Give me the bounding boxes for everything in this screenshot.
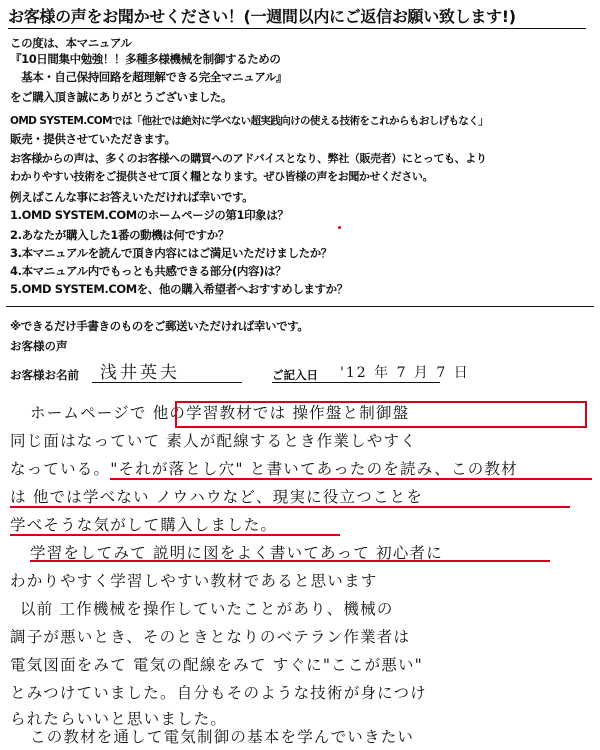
- handwritten-line: 電気図面をみて 電気の配線をみて すぐに"ここが悪い": [10, 656, 424, 674]
- date-label: ご記入日: [272, 368, 318, 382]
- title-underline: [8, 28, 586, 29]
- intro-line: OMD SYSTEM.COMでは「他社では絶対に学べない超実践向けの使える技術をこれからもおしげもなく」: [10, 115, 489, 127]
- stray-red-mark: [338, 226, 341, 229]
- handwritten-line: は 他では学べない ノウハウなど、現実に役立つことを: [10, 488, 424, 506]
- question-item: 5.OMD SYSTEM.COMを、他の購入希望者へおすすめしますか？: [10, 282, 348, 296]
- intro-line: わかりやすい技術をご提供させて頂く糧となります。ぜひ皆様の声をお聞かせください。: [10, 170, 434, 183]
- customer-name: 浅井英夫: [100, 363, 180, 383]
- intro-line: 販売・提供させていただきます。: [10, 132, 176, 146]
- highlight-box: [175, 401, 587, 428]
- handwritten-line: られたらいいと思いました。: [10, 710, 228, 728]
- handwritten-line: 調子が悪いとき、そのときとなりのベテラン作業者は: [10, 628, 411, 646]
- question-item: 1.OMD SYSTEM.COMのホームページの第1印象は？: [10, 208, 289, 222]
- intro-line: お客様からの声は、多くのお客様への購買へのアドバイスとなり、弊社（販売者）にとっても、より: [10, 152, 487, 165]
- handwritten-line: 以前 工作機械を操作していたことがあり、機械の: [20, 600, 394, 618]
- entry-date: '12 年 7 月 7 日: [340, 365, 470, 381]
- handwritten-line: 同じ面はなっていて 素人が配線するとき作業しやすく: [10, 432, 417, 450]
- intro-line: この度は、本マニュアル: [10, 36, 132, 50]
- question-item: 3.本マニュアルを読んで頂き内容にはご満足いただけましたか？: [10, 246, 332, 260]
- handwritten-line: この教材を通して電気制御の基本を学んでいきたい: [30, 728, 415, 746]
- intro-line: をご購入頂き誠にありがとうございました。: [10, 90, 232, 104]
- question-item: 4.本マニュアル内でもっとも共感できる部分(内容)は？: [10, 264, 287, 278]
- handwritten-line: とみつけていました。自分もそのような技術が身につけ: [10, 684, 427, 702]
- handwritten-line: 学習をしてみて 説明に図をよく書いてあって 初心者に: [30, 544, 443, 562]
- handwritten-line: ホームページで 他の学習教材では 操作盤と制御盤: [30, 404, 410, 422]
- intro-line: 『10日間集中勉強！！多種多様機械を制御するための: [10, 52, 281, 66]
- name-underline: [92, 382, 242, 383]
- name-label: お客様お名前: [10, 368, 79, 382]
- handwritten-line: 学べそうな気がして購入しました。: [10, 516, 278, 534]
- handwriting-note: ※できるだけ手書きのものをご郵送いただければ幸いです。: [10, 319, 309, 333]
- intro-line: 基本・自己保持回路を超理解できる完全マニュアル』: [10, 70, 288, 84]
- date-underline: [272, 382, 440, 383]
- handwritten-line: わかりやすく学習しやすい教材であると思います: [10, 572, 378, 590]
- question-item: 2.あなたが購入した1番の動機は何ですか？: [10, 228, 229, 242]
- highlight-underline: [10, 506, 570, 508]
- highlight-underline: [30, 560, 550, 562]
- handwritten-line: なっている。"それが落とし穴" と書いてあったのを読み、この教材: [10, 460, 518, 478]
- form-title: お客様の声をお聞かせください！(一週間以内にご返信お願い致します!): [8, 7, 516, 26]
- voice-heading: お客様の声: [10, 339, 68, 353]
- intro-line: 例えばこんな事にお答えいただければ幸いです。: [10, 190, 254, 204]
- section-divider: [6, 306, 594, 307]
- highlight-underline: [10, 534, 340, 536]
- highlight-underline: [110, 478, 592, 480]
